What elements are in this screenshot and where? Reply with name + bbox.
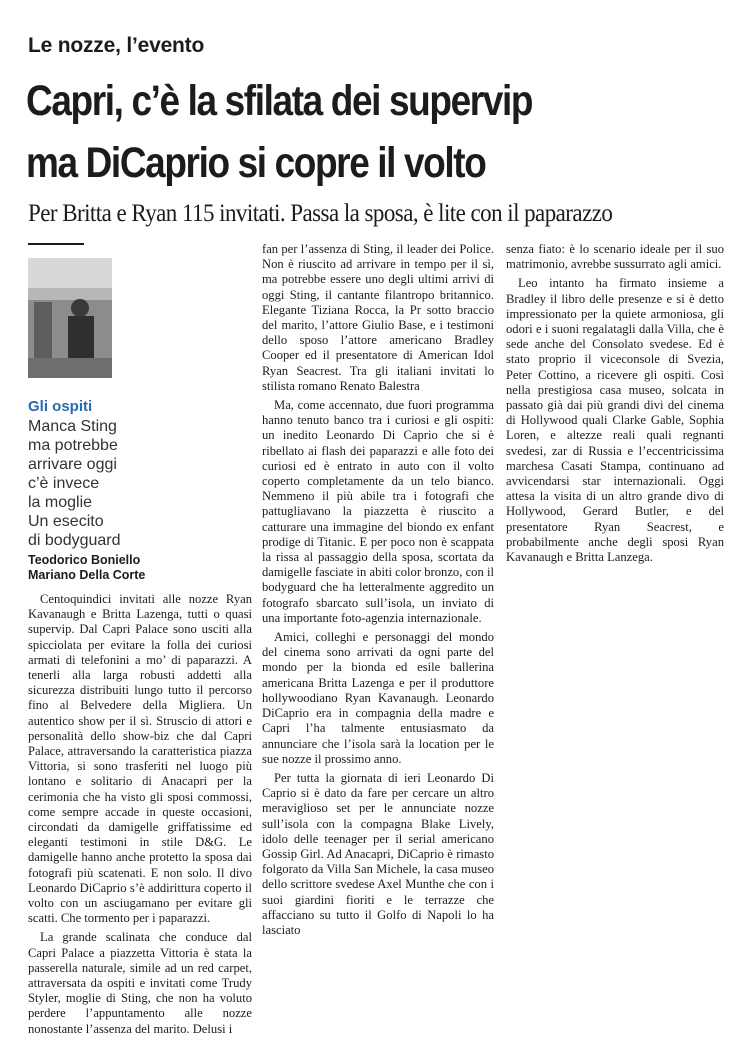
article-column-3 [506,242,724,569]
paragraph: Per tutta la giornata di ieri Leonardo Di Caprio si è dato da fare per cercare un altro meraviglioso set per le annunciate nozze sull’isola con la compagna Blake Lively, idolo delle teenager per il serial americano Gossip Girl. Ad Anacapri, DiCaprio è rimasto folgorato da Villa San Michele, la casa museo dello scrittore svedese Axel Munthe che con i suoi giardini fioriti e le terrazze che affacciano su tutto il Golfo di Napoli lo ha lasciato [262,770,494,937]
paragraph: fan per l’assenza di Sting, il leader dei Police. Non è riuscito ad arrivare in tempo per il sì, ma potrebbe essere uno degli ultimi arrivi di oggi Sting, il cantante filantropo britannico. Elegante Tiziana Rocca, la Pr sotto braccio del marito, l’attore Giulio Base, e i testimoni dello sposo l’attore americano Bradley Cooper ed il presentatore di American Idol Ryan Seacrest. Tra gli italiani invitati lo stilista romano Renato Balestra [262,242,494,393]
paragraph: senza fiato: è lo scenario ideale per il suo matrimonio, avrebbe sussurrato agli amici. [506,242,724,272]
sidebar-line: Un esecito [28,513,104,530]
paragraph: Ma, come accennato, due fuori programma hanno tenuto banco tra i curiosi e gli ospiti: un inedito Leonardo Di Caprio che si è ribellato ai flash dei paparazzi e alle foto dei curiosi ed è entrato in auto con il volto coperto completamente da un telo bianco. Nemmeno il più abile tra i fotografi che pattugliavano la piazzetta è riuscito a catturare una immagine del biondo ex enfant prodige di Titanic. E per poco non è scappata la rissa al passaggio della sposa, scortata da damigelle fasciate in abiti color bronzo, con il bodyguard che ha letteralmente aggredito un fotografo sbarcato sull’isola, un inviato di una importante foto-agenzia internazionale. [262,398,494,625]
sidebar-line: Manca Sting [28,418,117,435]
author-name: Mariano Della Corte [28,568,146,582]
author-name: Teodorico Boniello [28,553,141,567]
paragraph: Amici, colleghi e personaggi del mondo del cinema sono arrivati da ogni parte del mondo per la bionda ed esile ballerina americana Britta Lazenga e per il produttore hollywoodiano Ryan Kavanaugh. Leonardo DiCaprio era in compagnia della madre e Capri l’ha talmente entusiasmato da annunciare che l’isola sarà la location per le sue nozze il prossimo anno. [262,630,494,766]
sidebar-line: c’è invece [28,475,100,492]
paragraph: Centoquindici invitati alle nozze Ryan Kavanaugh e Britta Lazenga, tutti o quasi supervip. Dal Capri Palace sono usciti alla spicciolata per evitare la folla dei curiosi armati di telefonini a mo’ di paparazzi. A tenerli alla larga robusti addetti alla sicurezza distribuiti lungo tutto il percorso fino al Belvedere della Migliera. Un autentico show per il sì. Struscio di attori e personalità dello show-biz che dal Capri Palace, attraversando la caratteristica piazza Vittoria, si sono trasferiti nel luogo più lontano e solitario di Anacapri per la cerimonia che ha visto gli sposi commossi, come sempre accade in queste occasioni, circondati da damigelle griffatissime ed eleganti testimoni in stile D&G. Le damigelle hanno anche protetto la sposa dai fotografi più scatenati. E non solo. Il divo Leonardo DiCaprio s’è addirittura coperto il volto con un asciugamano per evitare gli scatti. Che tormento per i paparazzi. [28,592,252,926]
wedding-photo [28,258,112,378]
sidebar-line: ma potrebbe [28,437,118,454]
headline-line-2: ma DiCaprio si copre il volto [26,139,486,187]
paragraph: La grande scalinata che conduce dal Capri Palace a piazzetta Vittoria è stata la passerella naturale, simile ad un red carpet, attraversata da ospiti e invitati come Trudy Styler, moglie di Sting, che non ha voluto perdere l’appuntamento alle nozze nonostante l’assenza del marito. Delusi i [28,930,252,1036]
sidebar-box [28,398,248,550]
section-divider [28,243,84,245]
headline-line-1: Capri, c’è la sfilata dei supervip [26,77,533,125]
subheadline: Per Britta e Ryan 115 invitati. Passa la sposa, è lite con il paparazzo [28,200,613,227]
paragraph: Leo intanto ha firmato insieme a Bradley il libro delle presenze e si è detto impressionato per la quiete armoniosa, gli odori e i suoni regalatagli dalla Villa, che è sede anche del Consolato svedese. Ed è stato proprio il viceconsole di Svezia, Peter Cottino, a ricevere gli ospiti. Così nella prestigiosa casa museo, solcata in passato già dai più grandi divi del cinema di Hollywood quali Clarke Gable, Sophia Loren, e altezze reali quali regnanti svedesi, zar di Russia e l’eccentricissima marchesa Casati Stampa, continuano ad avvicendarsi star internazionali. Oggi attesa la visita di un altro grande divo di Hollywood, Gerard Butler, e del presentatore Ryan Seacrest, e probabilmente anche degli sposi Ryan Kavanaugh e Britta Lanzega. [506,276,724,565]
sidebar-line: la moglie [28,494,93,511]
byline [28,553,145,583]
kicker: Le nozze, l’evento [28,34,205,57]
article-column-1 [28,592,252,1041]
article-column-2 [262,242,494,942]
sidebar-line: di bodyguard [28,532,121,549]
sidebar-line: arrivare oggi [28,456,117,473]
photo-image-icon [28,258,112,378]
sidebar-heading: Gli ospiti [28,398,93,415]
